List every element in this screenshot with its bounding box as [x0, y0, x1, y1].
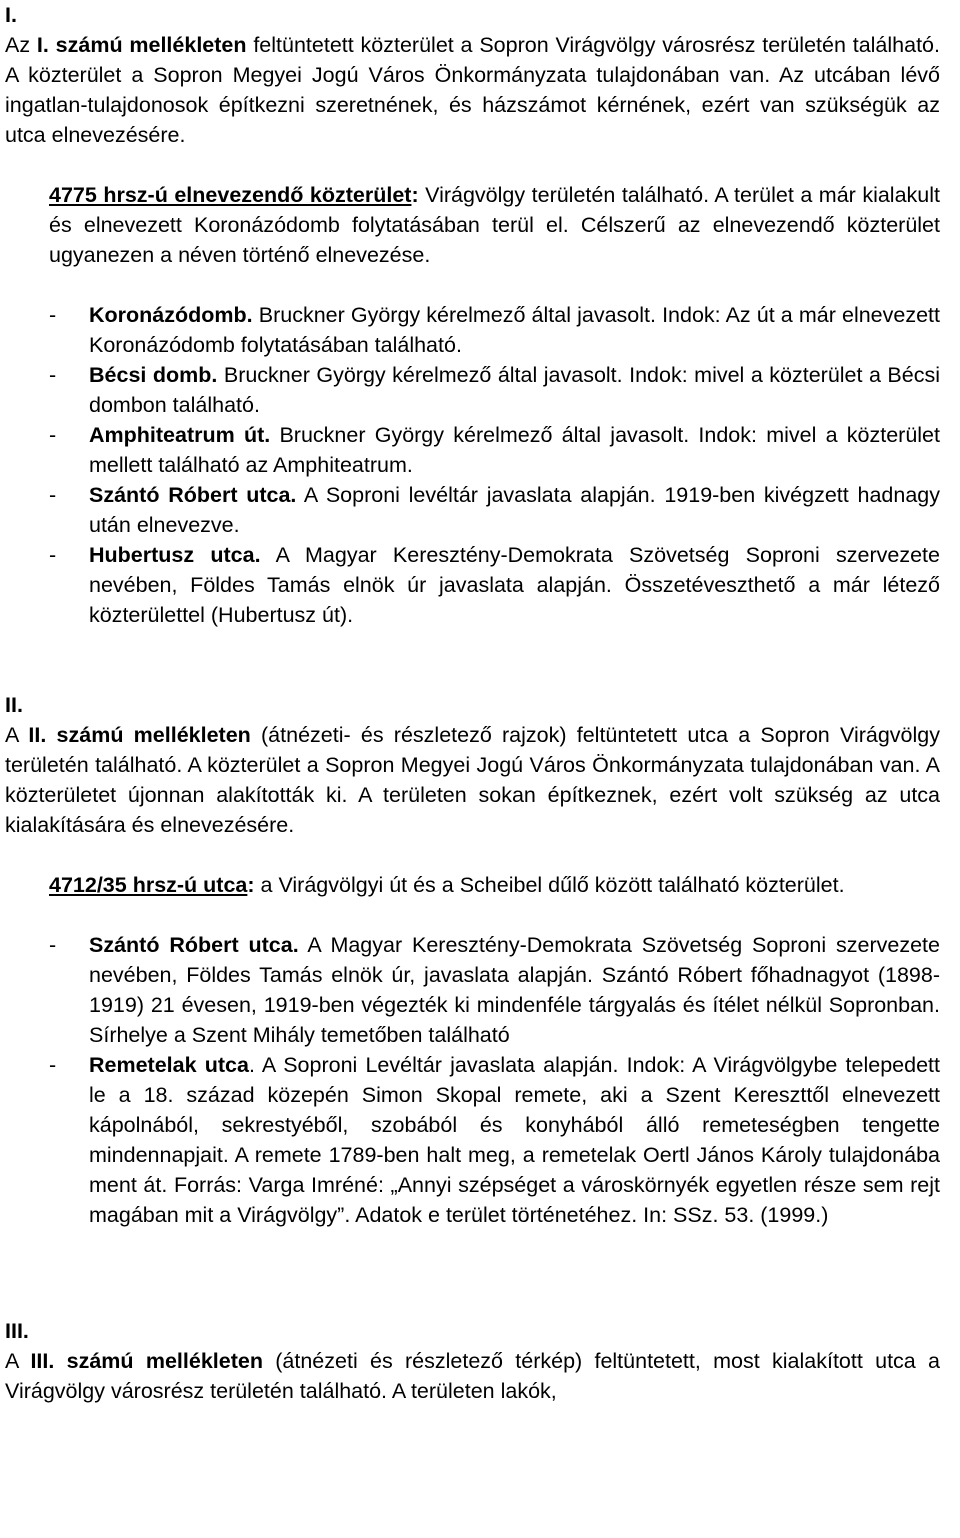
item-text: Bruckner György kérelmező által javasolt. Indok: mivel a közterület a Bécsi dombon található. [89, 363, 940, 417]
section-title: I. [5, 3, 17, 27]
item-text: A Magyar Keresztény-Demokrata Szövetség Soproni szervezete nevében, Földes Tamás elnök úr javaslata alapján. Összetéveszthető a már létező közterülettel (Hubertusz út). [89, 543, 940, 627]
intro-text: A [5, 1349, 31, 1373]
intro-roman: I. [36, 33, 49, 57]
intro-text: (átnézeti és részletező térkép) feltüntetett, most kialakított utca a Virágvölgy városrész területén található. A területen lakók, [5, 1349, 940, 1403]
section-intro [5, 1346, 940, 1406]
intro-roman: II. [28, 723, 47, 747]
street-name: Szántó Róbert utca. [89, 483, 297, 507]
intro-bold: számú mellékleten [54, 1349, 263, 1373]
intro-text: (átnézeti- és részletező rajzok) feltüntetett utca a Sopron Virágvölgy területén található. A közterület a Sopron Megyei Jogú Város Önkormányzata tulajdonában van. A közterületet újonnan alakították ki. A területen sokan építkeznek, ezért volt szükség az utca kialakítására és elnevezésére. [5, 723, 940, 837]
lot-colon: : [247, 873, 255, 897]
street-name: Hubertusz utca. [89, 543, 261, 567]
section-title: III. [5, 1319, 29, 1343]
intro-text: feltüntetett közterület a Sopron Virágvölgy városrész területén található. A közterület a Sopron Megyei Jogú Város Önkormányzata tulajdonában van. Az utcában lévő ingatlan-tulajdonosok építkezni szeretnének, és házszámot kérnének, ezért van szükségük az utca elnevezésére. [5, 33, 940, 147]
section-3 [5, 1316, 940, 1406]
item-text: Bruckner György kérelmező által javasolt. Indok: Az út a már elnevezett Koronázódomb folytatásában található. [89, 303, 940, 357]
lot-label: 4775 hrsz-ú elnevezendő közterület [49, 183, 412, 207]
street-name: Koronázódomb. [89, 303, 253, 327]
item-text: Bruckner György kérelmező által javasolt. Indok: mivel a közterület mellett található az Amphiteatrum. [89, 423, 940, 477]
section-1 [5, 0, 940, 630]
item-text: . A Soproni Levéltár javaslata alapján. Indok: A Virágvölgybe telepedett le a 18. század közepén Simon Skopal remete, aki a Szent Kereszttől elnevezett kápolnából, sekrestyéből, szobából és konyhából álló remeteségben tengette mindennapjait. A remete 1789-ben halt meg, a remetelak Oertl János Károly tulajdonába ment át. Forrás: Varga Imréné: „Annyi szépséget a városkörnyék egyetlen része sem rejt magában mit a Virágvölgy”. Adatok e terület történetéhez. In: SSz. 53. (1999.) [89, 1053, 940, 1227]
list-item [49, 300, 940, 360]
list-item [49, 480, 940, 540]
proposal-list [5, 930, 940, 1230]
lot-paragraph [5, 180, 940, 270]
list-item [49, 1050, 940, 1230]
lot-text: Virágvölgy területén található. A terület a már kialakult és elnevezett Koronázódomb folytatásában terül el. Célszerű az elnevezendő közterület ugyanezen a néven történő elnevezése. [49, 183, 941, 267]
proposal-list [5, 300, 940, 630]
section-2 [5, 690, 940, 1230]
list-item [49, 540, 940, 630]
lot-text: a Virágvölgyi út és a Scheibel dűlő között található közterület. [254, 873, 845, 897]
list-item [49, 930, 940, 1050]
street-name: Szántó Róbert utca. [89, 933, 299, 957]
lot-paragraph [5, 870, 940, 900]
intro-roman: III. [30, 1349, 55, 1373]
list-item [49, 360, 940, 420]
intro-bold: számú mellékleten [46, 723, 251, 747]
section-intro [5, 720, 940, 840]
list-item [49, 420, 940, 480]
lot-label: 4712/35 hrsz-ú utca [49, 873, 248, 897]
section-intro [5, 30, 940, 150]
section-title: II. [5, 693, 23, 717]
intro-text: A [5, 723, 29, 747]
street-name: Bécsi domb. [89, 363, 218, 387]
item-text: A Magyar Keresztény-Demokrata Szövetség Soproni szervezete nevében, Földes Tamás elnök úr, javaslata alapján. Szántó Róbert főhadnagyot (1898-1919) 21 évesen, 1919-ben végezték ki mindenféle tárgyalás és ítélet nélkül Sopronban. Sírhelye a Szent Mihály temetőben található [89, 933, 940, 1047]
intro-text: Az [5, 33, 37, 57]
intro-bold: számú mellékleten [48, 33, 247, 57]
street-name: Amphiteatrum út. [89, 423, 271, 447]
item-text: A Soproni levéltár javaslata alapján. 1919-ben kivégzett hadnagy után elnevezve. [89, 483, 940, 537]
lot-colon: : [411, 183, 419, 207]
street-name: Remetelak utca [89, 1053, 249, 1077]
